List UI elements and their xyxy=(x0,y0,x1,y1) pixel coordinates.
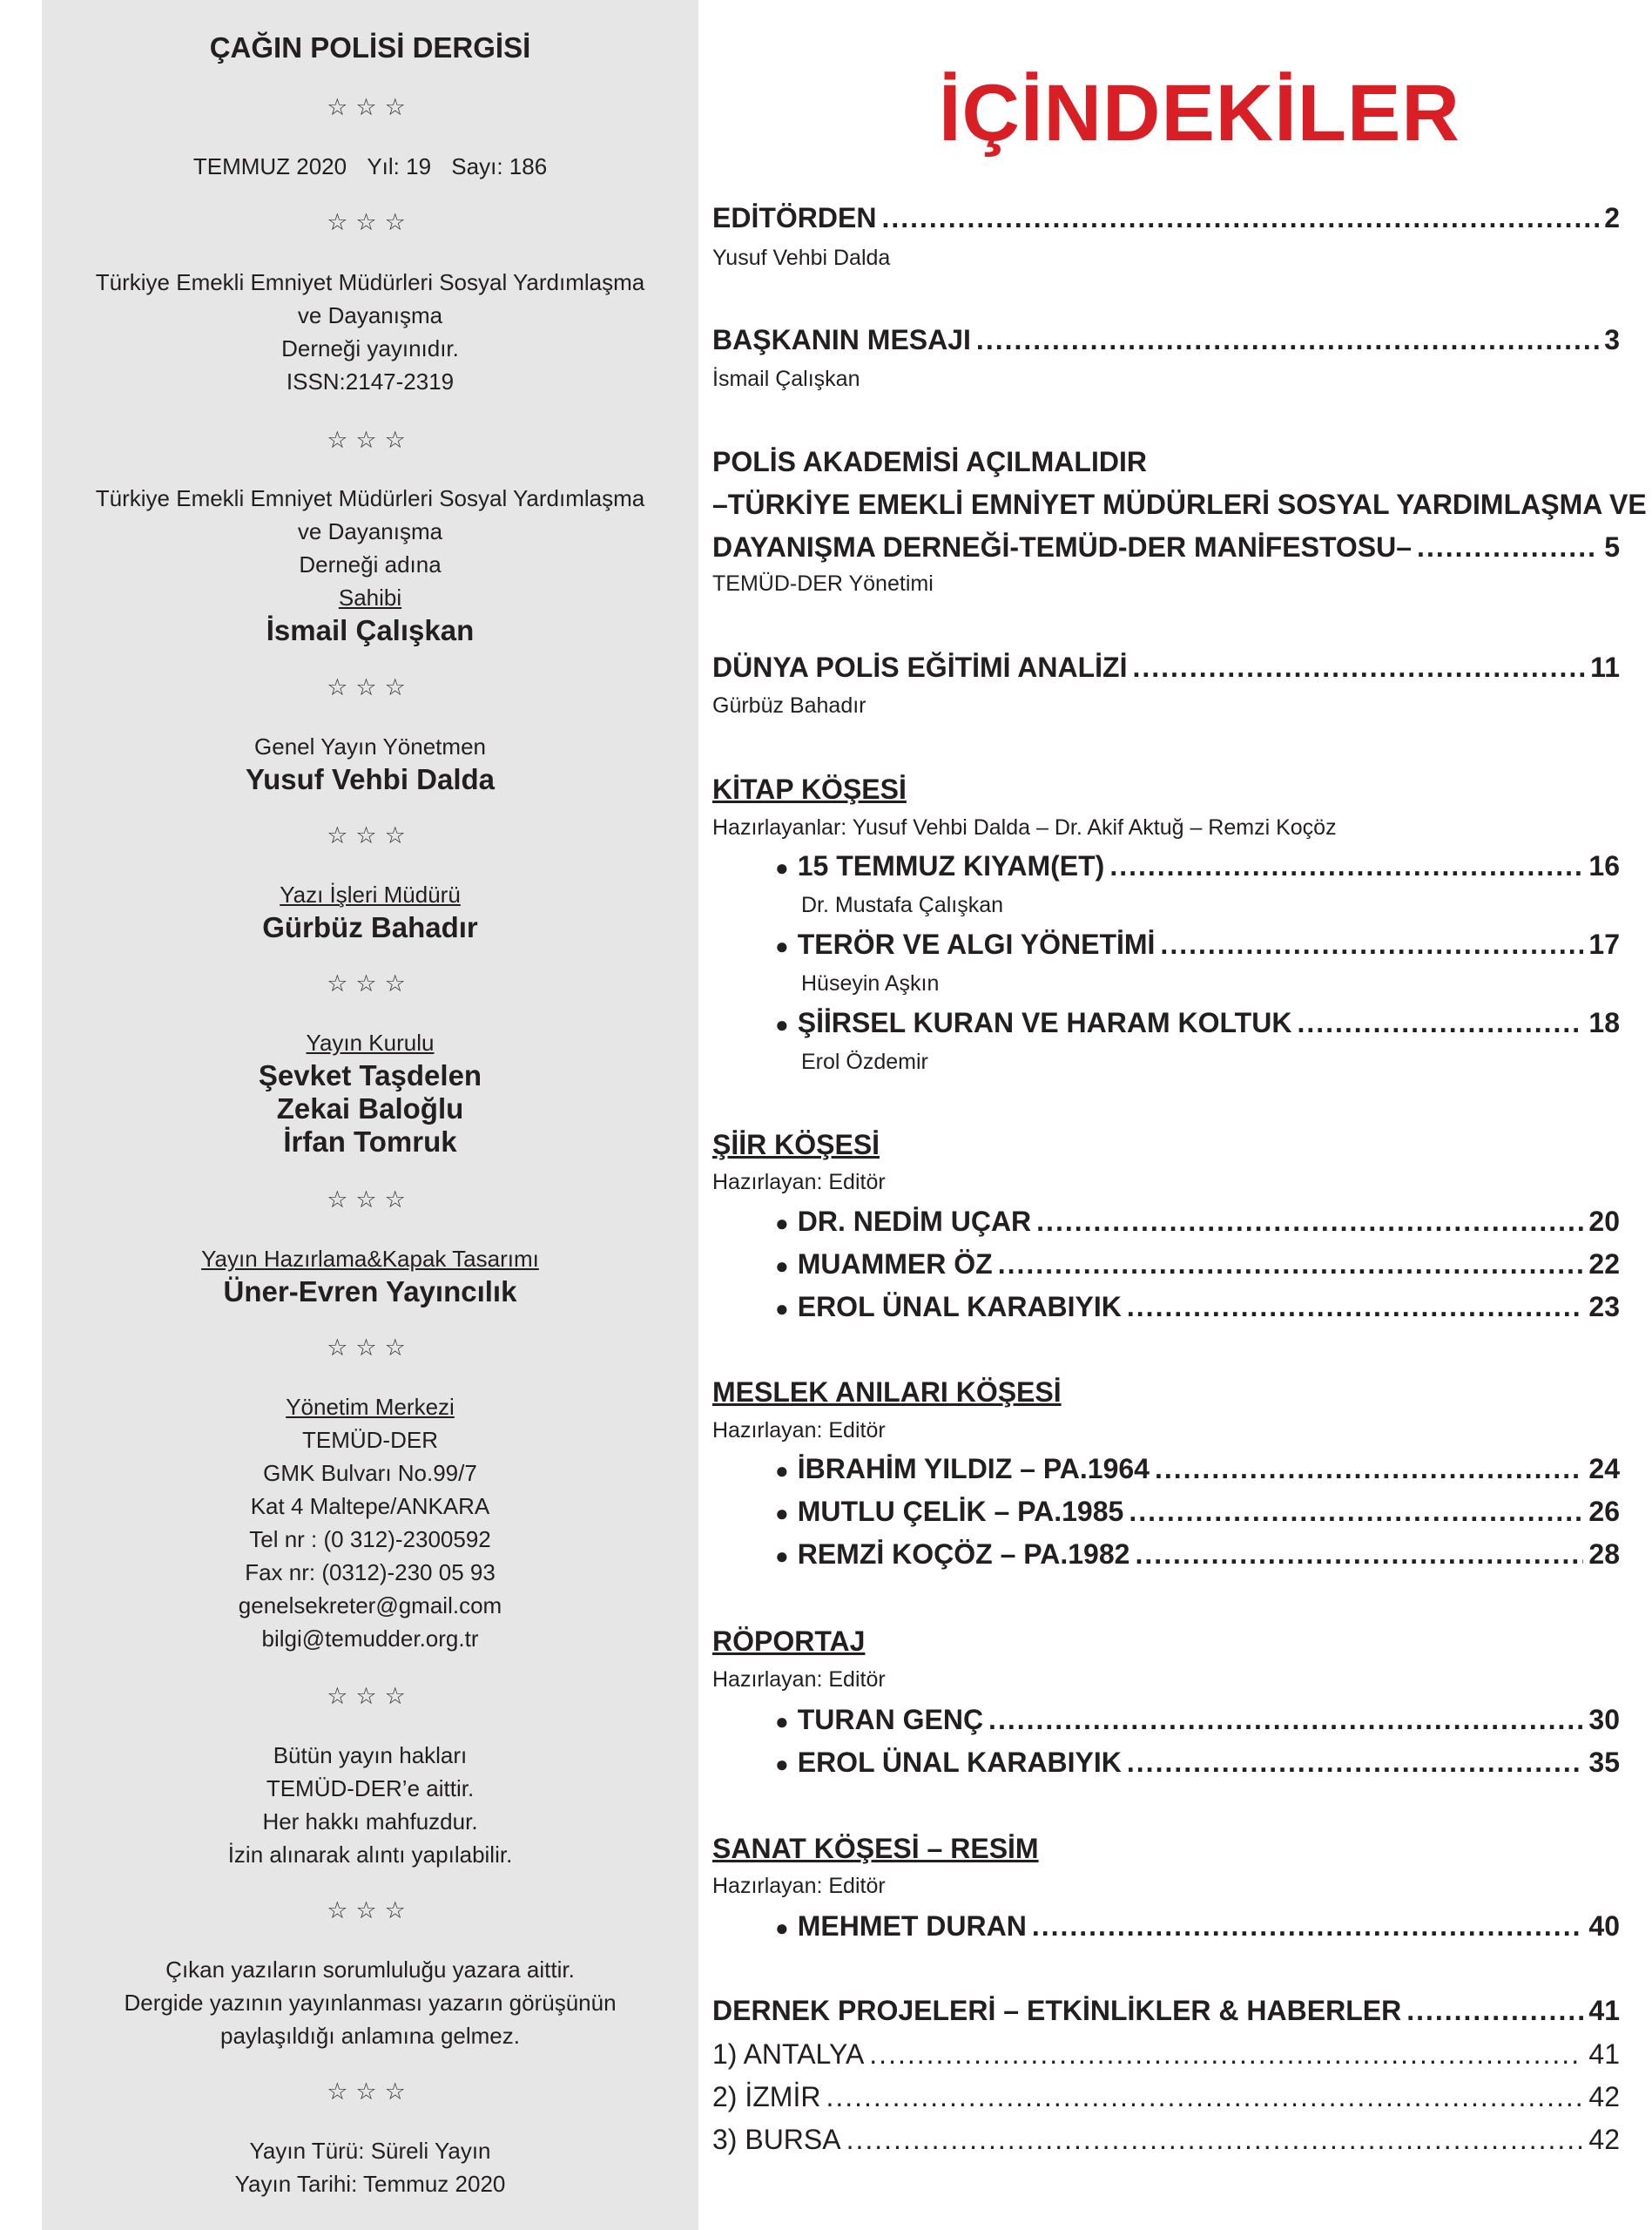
star-divider: ☆☆☆ xyxy=(327,2078,414,2105)
bullet-icon: ● xyxy=(775,1500,789,1526)
bullet-icon: ● xyxy=(775,1915,789,1941)
publisher-info xyxy=(42,266,698,398)
rights-line: İzin alınarak alıntı yapılabilir. xyxy=(227,1841,513,1868)
toc-item[interactable] xyxy=(775,1538,1620,1571)
hq-line: TEMÜD-DER xyxy=(302,1427,438,1453)
managing-name: Gürbüz Bahadır xyxy=(262,911,478,943)
page-number: 30 xyxy=(1588,1704,1620,1735)
star-divider: ☆☆☆ xyxy=(327,427,414,454)
dot-leader xyxy=(1109,850,1583,882)
toc-item[interactable] xyxy=(775,1910,1620,1943)
entry-title: ● MUTLU ÇELİK – PA.1985 xyxy=(775,1496,1124,1527)
page-number: 17 xyxy=(1588,929,1620,960)
magazine-title: ÇAĞIN POLİSİ DERGİSİ xyxy=(209,31,531,64)
board-member: İrfan Tomruk xyxy=(283,1125,457,1158)
dot-leader xyxy=(988,1704,1583,1736)
entry-title-line[interactable]: POLİS AKADEMİSİ AÇILMALIDIR xyxy=(712,446,1147,477)
editorial-board-info xyxy=(42,1026,698,1159)
dot-leader xyxy=(1417,531,1599,564)
toc-item[interactable] xyxy=(775,1496,1620,1528)
dot-leader xyxy=(1129,1496,1583,1528)
bullet-icon: ● xyxy=(775,1210,789,1236)
star-divider: ☆☆☆ xyxy=(327,1897,414,1924)
bullet-icon: ● xyxy=(775,1253,789,1279)
dot-leader xyxy=(1032,1910,1584,1943)
disclaimer xyxy=(42,1953,698,2052)
toc-subentry[interactable] xyxy=(712,2081,1620,2113)
entry-author: Erol Özdemir xyxy=(801,1050,928,1074)
page-number: 40 xyxy=(1588,1910,1620,1942)
toc-title: İÇİNDEKİLER xyxy=(939,69,1460,158)
board-member: Şevket Taşdelen xyxy=(258,1059,482,1091)
entry-title: ● ŞİİRSEL KURAN VE HARAM KOLTUK xyxy=(775,1007,1292,1038)
entry-title: DAYANIŞMA DERNEĞİ-TEMÜD-DER MANİFESTOSU– xyxy=(712,531,1413,563)
toc-item[interactable] xyxy=(775,1747,1620,1779)
star-divider: ☆☆☆ xyxy=(327,1335,414,1362)
dot-leader xyxy=(1155,1453,1583,1485)
disclaimer-line: paylaşıldığı anlamına gelmez. xyxy=(220,2023,520,2049)
toc-entry-baskanin-mesaji[interactable] xyxy=(712,324,1620,356)
section-header-roportaj[interactable]: RÖPORTAJ xyxy=(712,1625,866,1657)
toc-item[interactable] xyxy=(775,850,1620,882)
entry-title: ● TERÖR VE ALGI YÖNETİMİ xyxy=(775,929,1156,960)
page-number: 28 xyxy=(1588,1538,1620,1570)
toc-entry-editorden[interactable] xyxy=(712,202,1620,234)
entry-title: ● DR. NEDİM UÇAR xyxy=(775,1206,1032,1237)
issue-month: TEMMUZ 2020 xyxy=(192,153,347,179)
toc-item[interactable] xyxy=(775,1248,1620,1281)
issn: ISSN:2147-2319 xyxy=(286,368,455,395)
headquarters-info xyxy=(42,1390,698,1655)
section-header-siir[interactable]: ŞİİR KÖŞESİ xyxy=(712,1129,880,1160)
owner-role: Sahibi xyxy=(338,585,402,611)
board-role: Yayın Kurulu xyxy=(306,1030,435,1056)
star-divider: ☆☆☆ xyxy=(327,674,414,701)
dot-leader xyxy=(881,202,1599,234)
dot-leader xyxy=(846,2124,1584,2156)
dot-leader xyxy=(1406,1995,1583,2027)
bullet-icon: ● xyxy=(775,1543,789,1569)
entry-title: ● MEHMET DURAN xyxy=(775,1910,1027,1942)
owner-info xyxy=(42,482,698,647)
toc-entry-polis-akademisi[interactable] xyxy=(712,531,1620,564)
toc-entry-dernek-projeleri[interactable] xyxy=(712,1995,1620,2027)
bullet-icon: ● xyxy=(775,1457,789,1483)
entry-author: Yusuf Vehbi Dalda xyxy=(712,246,891,270)
page-number: 5 xyxy=(1604,531,1620,563)
section-prepared-by: Hazırlayan: Editör xyxy=(712,1874,886,1898)
page-number: 42 xyxy=(1588,2081,1620,2112)
section-prepared-by: Hazırlayan: Editör xyxy=(712,1170,886,1194)
entry-title: ● TURAN GENÇ xyxy=(775,1704,984,1735)
dot-leader xyxy=(1160,929,1583,961)
entry-title: BAŞKANIN MESAJI xyxy=(712,324,971,355)
managing-role: Yazı İşleri Müdürü xyxy=(280,882,461,908)
issue-year: Yıl: 19 xyxy=(367,153,432,179)
toc-item[interactable] xyxy=(775,1291,1620,1323)
design-name: Üner-Evren Yayıncılık xyxy=(223,1275,517,1308)
dot-leader xyxy=(998,1248,1584,1281)
publication-type-info xyxy=(42,2134,698,2200)
dot-leader xyxy=(976,324,1599,356)
hq-role: Yönetim Merkezi xyxy=(286,1394,455,1420)
entry-title: 3) BURSA xyxy=(712,2124,841,2155)
editor-info xyxy=(42,730,698,796)
publisher-line: Derneği yayınıdır. xyxy=(281,335,459,362)
publication-type: Yayın Türü: Süreli Yayın xyxy=(249,2138,491,2164)
hq-fax: Fax nr: (0312)-230 05 93 xyxy=(245,1559,496,1585)
entry-title-line[interactable]: –TÜRKİYE EMEKLİ EMNİYET MÜDÜRLERİ SOSYAL YARDIMLAŞMA VE xyxy=(712,489,1647,520)
hq-line: Kat 4 Maltepe/ANKARA xyxy=(250,1493,490,1519)
board-member: Zekai Baloğlu xyxy=(276,1092,464,1125)
issue-number: Sayı: 186 xyxy=(451,153,548,179)
section-prepared-by: Hazırlayan: Editör xyxy=(712,1418,886,1443)
rights-info xyxy=(42,1739,698,1871)
editor-role: Genel Yayın Yönetmen xyxy=(254,733,486,760)
toc-item[interactable] xyxy=(775,1704,1620,1736)
section-prepared-by: Hazırlayanlar: Yusuf Vehbi Dalda – Dr. Akif Aktuğ – Remzi Koçöz xyxy=(712,815,1337,840)
page-number: 22 xyxy=(1588,1248,1620,1280)
dot-leader xyxy=(1127,1747,1584,1779)
page-number: 11 xyxy=(1590,652,1620,683)
bullet-icon: ● xyxy=(775,1011,789,1037)
dot-leader xyxy=(1135,1538,1583,1571)
entry-title: ● EROL ÜNAL KARABIYIK xyxy=(775,1747,1122,1778)
entry-title: ● EROL ÜNAL KARABIYIK xyxy=(775,1291,1122,1322)
toc-item[interactable] xyxy=(775,1007,1620,1039)
design-info xyxy=(42,1242,698,1308)
bullet-icon: ● xyxy=(775,1295,789,1321)
star-divider: ☆☆☆ xyxy=(327,970,414,997)
page-number: 35 xyxy=(1588,1747,1620,1778)
page-number: 2 xyxy=(1604,202,1620,233)
dot-leader xyxy=(869,2038,1583,2071)
page-number: 20 xyxy=(1588,1206,1620,1237)
entry-title: DERNEK PROJELERİ – ETKİNLİKLER & HABERLER xyxy=(712,1995,1402,2026)
section-header-meslek[interactable]: MESLEK ANILARI KÖŞESİ xyxy=(712,1376,1062,1408)
entry-author: Dr. Mustafa Çalışkan xyxy=(801,893,1004,917)
toc-item[interactable] xyxy=(775,1453,1620,1485)
owner-line: ve Dayanışma xyxy=(297,518,443,544)
entry-title: EDİTÖRDEN xyxy=(712,202,877,233)
owner-line: Derneği adına xyxy=(299,551,442,578)
entry-author: TEMÜD-DER Yönetimi xyxy=(712,571,934,596)
rights-line: TEMÜD-DER’e aittir. xyxy=(266,1775,475,1801)
page-number: 16 xyxy=(1588,850,1620,882)
design-role: Yayın Hazırlama&Kapak Tasarımı xyxy=(201,1246,539,1272)
toc-subentry[interactable] xyxy=(712,2124,1620,2156)
bullet-icon: ● xyxy=(775,1751,789,1777)
publisher-line: Türkiye Emekli Emniyet Müdürleri Sosyal Yardımlaşma xyxy=(95,269,645,295)
page-number: 42 xyxy=(1588,2124,1620,2155)
page-number: 26 xyxy=(1588,1496,1620,1527)
owner-line: Türkiye Emekli Emniyet Müdürleri Sosyal Yardımlaşma xyxy=(95,485,645,511)
section-prepared-by: Hazırlayan: Editör xyxy=(712,1667,886,1692)
page-number: 23 xyxy=(1588,1291,1620,1322)
section-header-kitap[interactable]: KİTAP KÖŞESİ xyxy=(712,774,907,805)
toc-item[interactable] xyxy=(775,1206,1620,1238)
entry-title: ● MUAMMER ÖZ xyxy=(775,1248,993,1280)
dot-leader xyxy=(1127,1291,1584,1323)
dot-leader xyxy=(1297,1007,1583,1039)
star-divider: ☆☆☆ xyxy=(327,822,414,849)
hq-email: bilgi@temudder.org.tr xyxy=(261,1625,479,1652)
managing-editor-info xyxy=(42,878,698,944)
entry-title: DÜNYA POLİS EĞİTİMİ ANALİZİ xyxy=(712,652,1128,683)
disclaimer-line: Çıkan yazıların sorumluluğu yazara aittir. xyxy=(165,1956,575,1983)
editor-name: Yusuf Vehbi Dalda xyxy=(245,763,496,795)
hq-line: GMK Bulvarı No.99/7 xyxy=(263,1460,477,1486)
dot-leader xyxy=(1132,652,1585,684)
masthead-panel xyxy=(42,0,698,2230)
entry-author: Gürbüz Bahadır xyxy=(712,693,866,718)
entry-title: ● 15 TEMMUZ KIYAM(ET) xyxy=(775,850,1105,882)
page-number: 41 xyxy=(1588,1995,1620,2026)
hq-phone: Tel nr : (0 312)-2300592 xyxy=(249,1526,491,1552)
toc-subentry[interactable] xyxy=(712,2038,1620,2071)
rights-line: Her hakkı mahfuzdur. xyxy=(262,1808,478,1835)
bullet-icon: ● xyxy=(775,1708,789,1734)
issue-info xyxy=(42,153,698,180)
owner-name: İsmail Çalışkan xyxy=(266,614,475,646)
entry-author: İsmail Çalışkan xyxy=(712,367,860,391)
star-divider: ☆☆☆ xyxy=(327,1683,414,1710)
dot-leader xyxy=(1036,1206,1583,1238)
dot-leader xyxy=(826,2081,1583,2113)
star-divider: ☆☆☆ xyxy=(327,1186,414,1213)
star-divider: ☆☆☆ xyxy=(327,209,414,236)
hq-email: genelsekreter@gmail.com xyxy=(238,1592,502,1618)
disclaimer-line: Dergide yazının yayınlanması yazarın görüşünün xyxy=(124,1990,617,2016)
bullet-icon: ● xyxy=(775,933,789,959)
entry-title: 1) ANTALYA xyxy=(712,2038,865,2070)
toc-item[interactable] xyxy=(775,929,1620,961)
page-number: 3 xyxy=(1604,324,1620,355)
bullet-icon: ● xyxy=(775,855,789,881)
section-header-sanat[interactable]: SANAT KÖŞESİ – RESİM xyxy=(712,1833,1039,1864)
entry-title: ● İBRAHİM YILDIZ – PA.1964 xyxy=(775,1453,1150,1484)
entry-author: Hüseyin Aşkın xyxy=(801,971,940,996)
entry-title: ● REMZİ KOÇÖZ – PA.1982 xyxy=(775,1538,1130,1570)
publisher-line: ve Dayanışma xyxy=(297,302,443,328)
rights-line: Bütün yayın hakları xyxy=(273,1742,468,1768)
page-number: 24 xyxy=(1588,1453,1620,1484)
page-number: 18 xyxy=(1588,1007,1620,1038)
entry-title: 2) İZMİR xyxy=(712,2081,821,2112)
star-divider: ☆☆☆ xyxy=(327,94,414,121)
publication-date: Yayın Tarihi: Temmuz 2020 xyxy=(234,2171,506,2197)
toc-entry-dunya-polis[interactable] xyxy=(712,652,1620,684)
page-number: 41 xyxy=(1588,2038,1620,2070)
